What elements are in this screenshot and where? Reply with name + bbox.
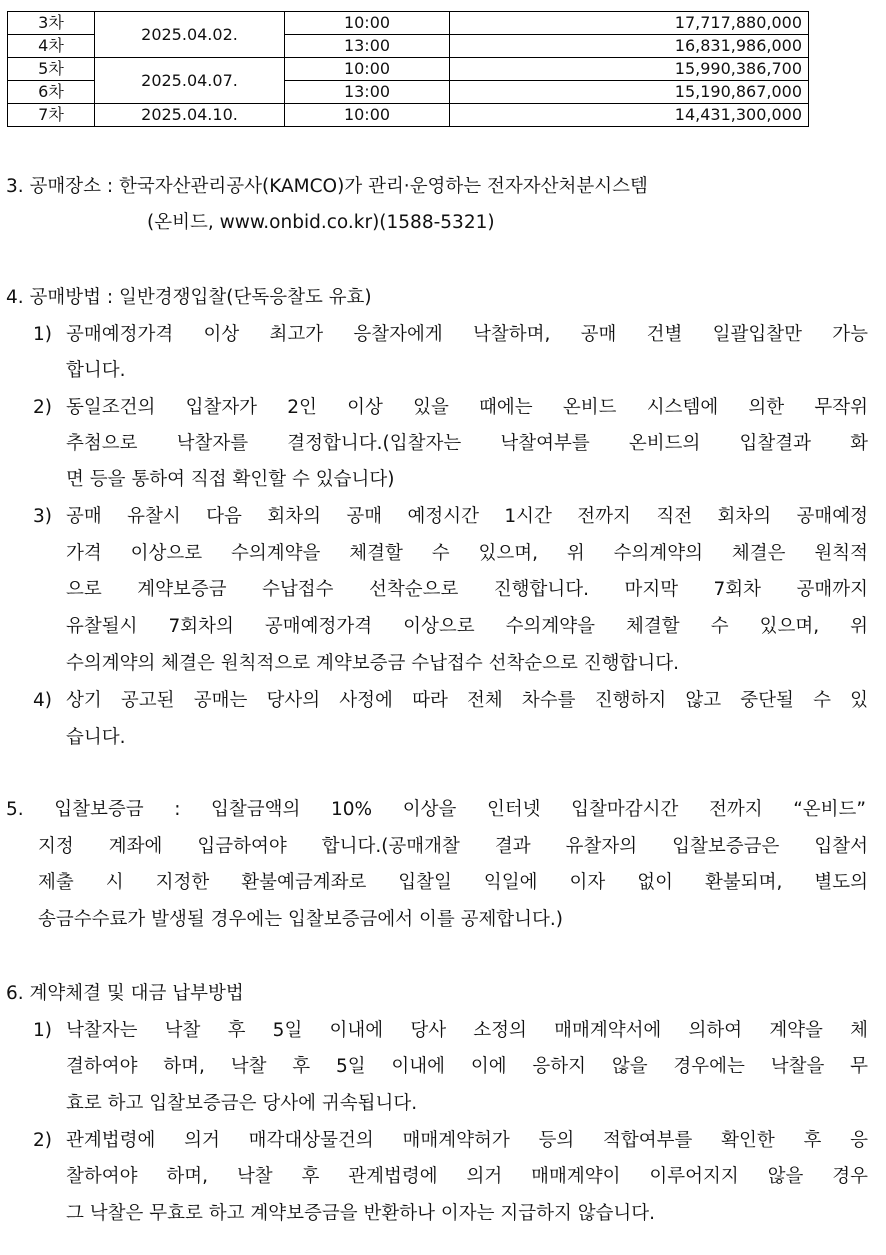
time-cell: 10:00 [285, 104, 450, 127]
list-item-number: 4) [33, 690, 52, 711]
list-item-text: 면 등을 통하여 직접 확인할 수 있습니다) [66, 469, 395, 490]
list-item-text: 효로 하고 입찰보증금은 당사에 귀속됩니다. [66, 1093, 418, 1114]
time-cell: 10:00 [285, 12, 450, 35]
list-item-text: 추첨으로 낙찰자를 결정합니다.(입찰자는 낙찰여부를 온비드의 입찰결과 화 [66, 433, 868, 454]
list-item-text: 유찰될시 7회차의 공매예정가격 이상으로 수의계약을 체결할 수 있으며, 위 [66, 616, 868, 637]
round-cell: 7차 [8, 104, 95, 127]
list-item-text: 으로 계약보증금 수납접수 선착순으로 진행합니다. 마지막 7회차 공매까지 [66, 579, 868, 600]
amount-cell: 17,717,880,000 [450, 12, 809, 35]
list-item-text: 찰하여야 하며, 낙찰 후 관계법령에 의거 매매계약이 이루어지지 않을 경우 [66, 1166, 868, 1187]
list-item-text: 동일조건의 입찰자가 2인 이상 있을 때에는 온비드 시스템에 의한 무작위 [66, 397, 868, 418]
table-row [8, 12, 809, 35]
list-item-number: 2) [33, 397, 52, 418]
section5-line: 제출 시 지정한 환불예금계좌로 입찰일 익일에 이자 없이 환불되며, 별도의 [38, 872, 868, 893]
list-item-text: 공매 유찰시 다음 회차의 공매 예정시간 1시간 전까지 직전 회차의 공매예정 [66, 506, 868, 527]
round-cell: 3차 [8, 12, 95, 35]
list-item-number: 2) [33, 1130, 52, 1151]
time-cell: 13:00 [285, 35, 450, 58]
section5-line: 5. 입찰보증금 : 입찰금액의 10% 이상을 인터넷 입찰마감시간 전까지 “온비드” [6, 799, 866, 820]
list-item-text: 수의계약의 체결은 원칙적으로 계약보증금 수납접수 선착순으로 진행합니다. [66, 653, 680, 674]
section4-heading: 4. 공매방법 : 일반경쟁입찰(단독응찰도 유효) [6, 287, 372, 308]
list-item-text: 공매예정가격 이상 최고가 응찰자에게 낙찰하며, 공매 건별 일괄입찰만 가능 [66, 324, 868, 345]
round-cell: 4차 [8, 35, 95, 58]
amount-cell: 15,990,386,700 [450, 58, 809, 81]
section3-line2: (온비드, www.onbid.co.kr)(1588-5321) [147, 212, 495, 233]
amount-cell: 14,431,300,000 [450, 104, 809, 127]
amount-cell: 16,831,986,000 [450, 35, 809, 58]
list-item-number: 1) [33, 1020, 52, 1041]
amount-cell: 15,190,867,000 [450, 81, 809, 104]
list-item-text: 습니다. [66, 727, 126, 748]
list-item-text: 가격 이상으로 수의계약을 체결할 수 있으며, 위 수의계약의 체결은 원칙적 [66, 543, 868, 564]
section5-line: 송금수수료가 발생될 경우에는 입찰보증금에서 이를 공제합니다.) [38, 909, 564, 930]
date-cell: 2025.04.02. [95, 12, 285, 58]
list-item-text: 합니다. [66, 360, 126, 381]
time-cell: 10:00 [285, 58, 450, 81]
list-item-text: 낙찰자는 낙찰 후 5일 이내에 당사 소정의 매매계약서에 의하여 계약을 체 [66, 1020, 868, 1041]
section3-line1: 3. 공매장소 : 한국자산관리공사(KAMCO)가 관리·운영하는 전자자산처분시스템 [6, 176, 648, 197]
list-item-text: 그 낙찰은 무효로 하고 계약보증금을 반환하나 이자는 지급하지 않습니다. [66, 1203, 656, 1224]
table-row [8, 104, 809, 127]
list-item-text: 결하여야 하며, 낙찰 후 5일 이내에 이에 응하지 않을 경우에는 낙찰을 무 [66, 1056, 868, 1077]
date-cell: 2025.04.10. [95, 104, 285, 127]
section6-heading: 6. 계약체결 및 대금 납부방법 [6, 983, 244, 1004]
auction-schedule-table [7, 11, 809, 127]
list-item-text: 관계법령에 의거 매각대상물건의 매매계약허가 등의 적합여부를 확인한 후 응 [66, 1130, 868, 1151]
list-item-number: 3) [33, 506, 52, 527]
section5-line: 지정 계좌에 입금하여야 합니다.(공매개찰 결과 유찰자의 입찰보증금은 입찰서 [38, 836, 868, 857]
date-cell: 2025.04.07. [95, 58, 285, 104]
round-cell: 5차 [8, 58, 95, 81]
list-item-number: 1) [33, 324, 52, 345]
list-item-text: 상기 공고된 공매는 당사의 사정에 따라 전체 차수를 진행하지 않고 중단될 수 있 [66, 690, 868, 711]
round-cell: 6차 [8, 81, 95, 104]
time-cell: 13:00 [285, 81, 450, 104]
table-row [8, 58, 809, 81]
